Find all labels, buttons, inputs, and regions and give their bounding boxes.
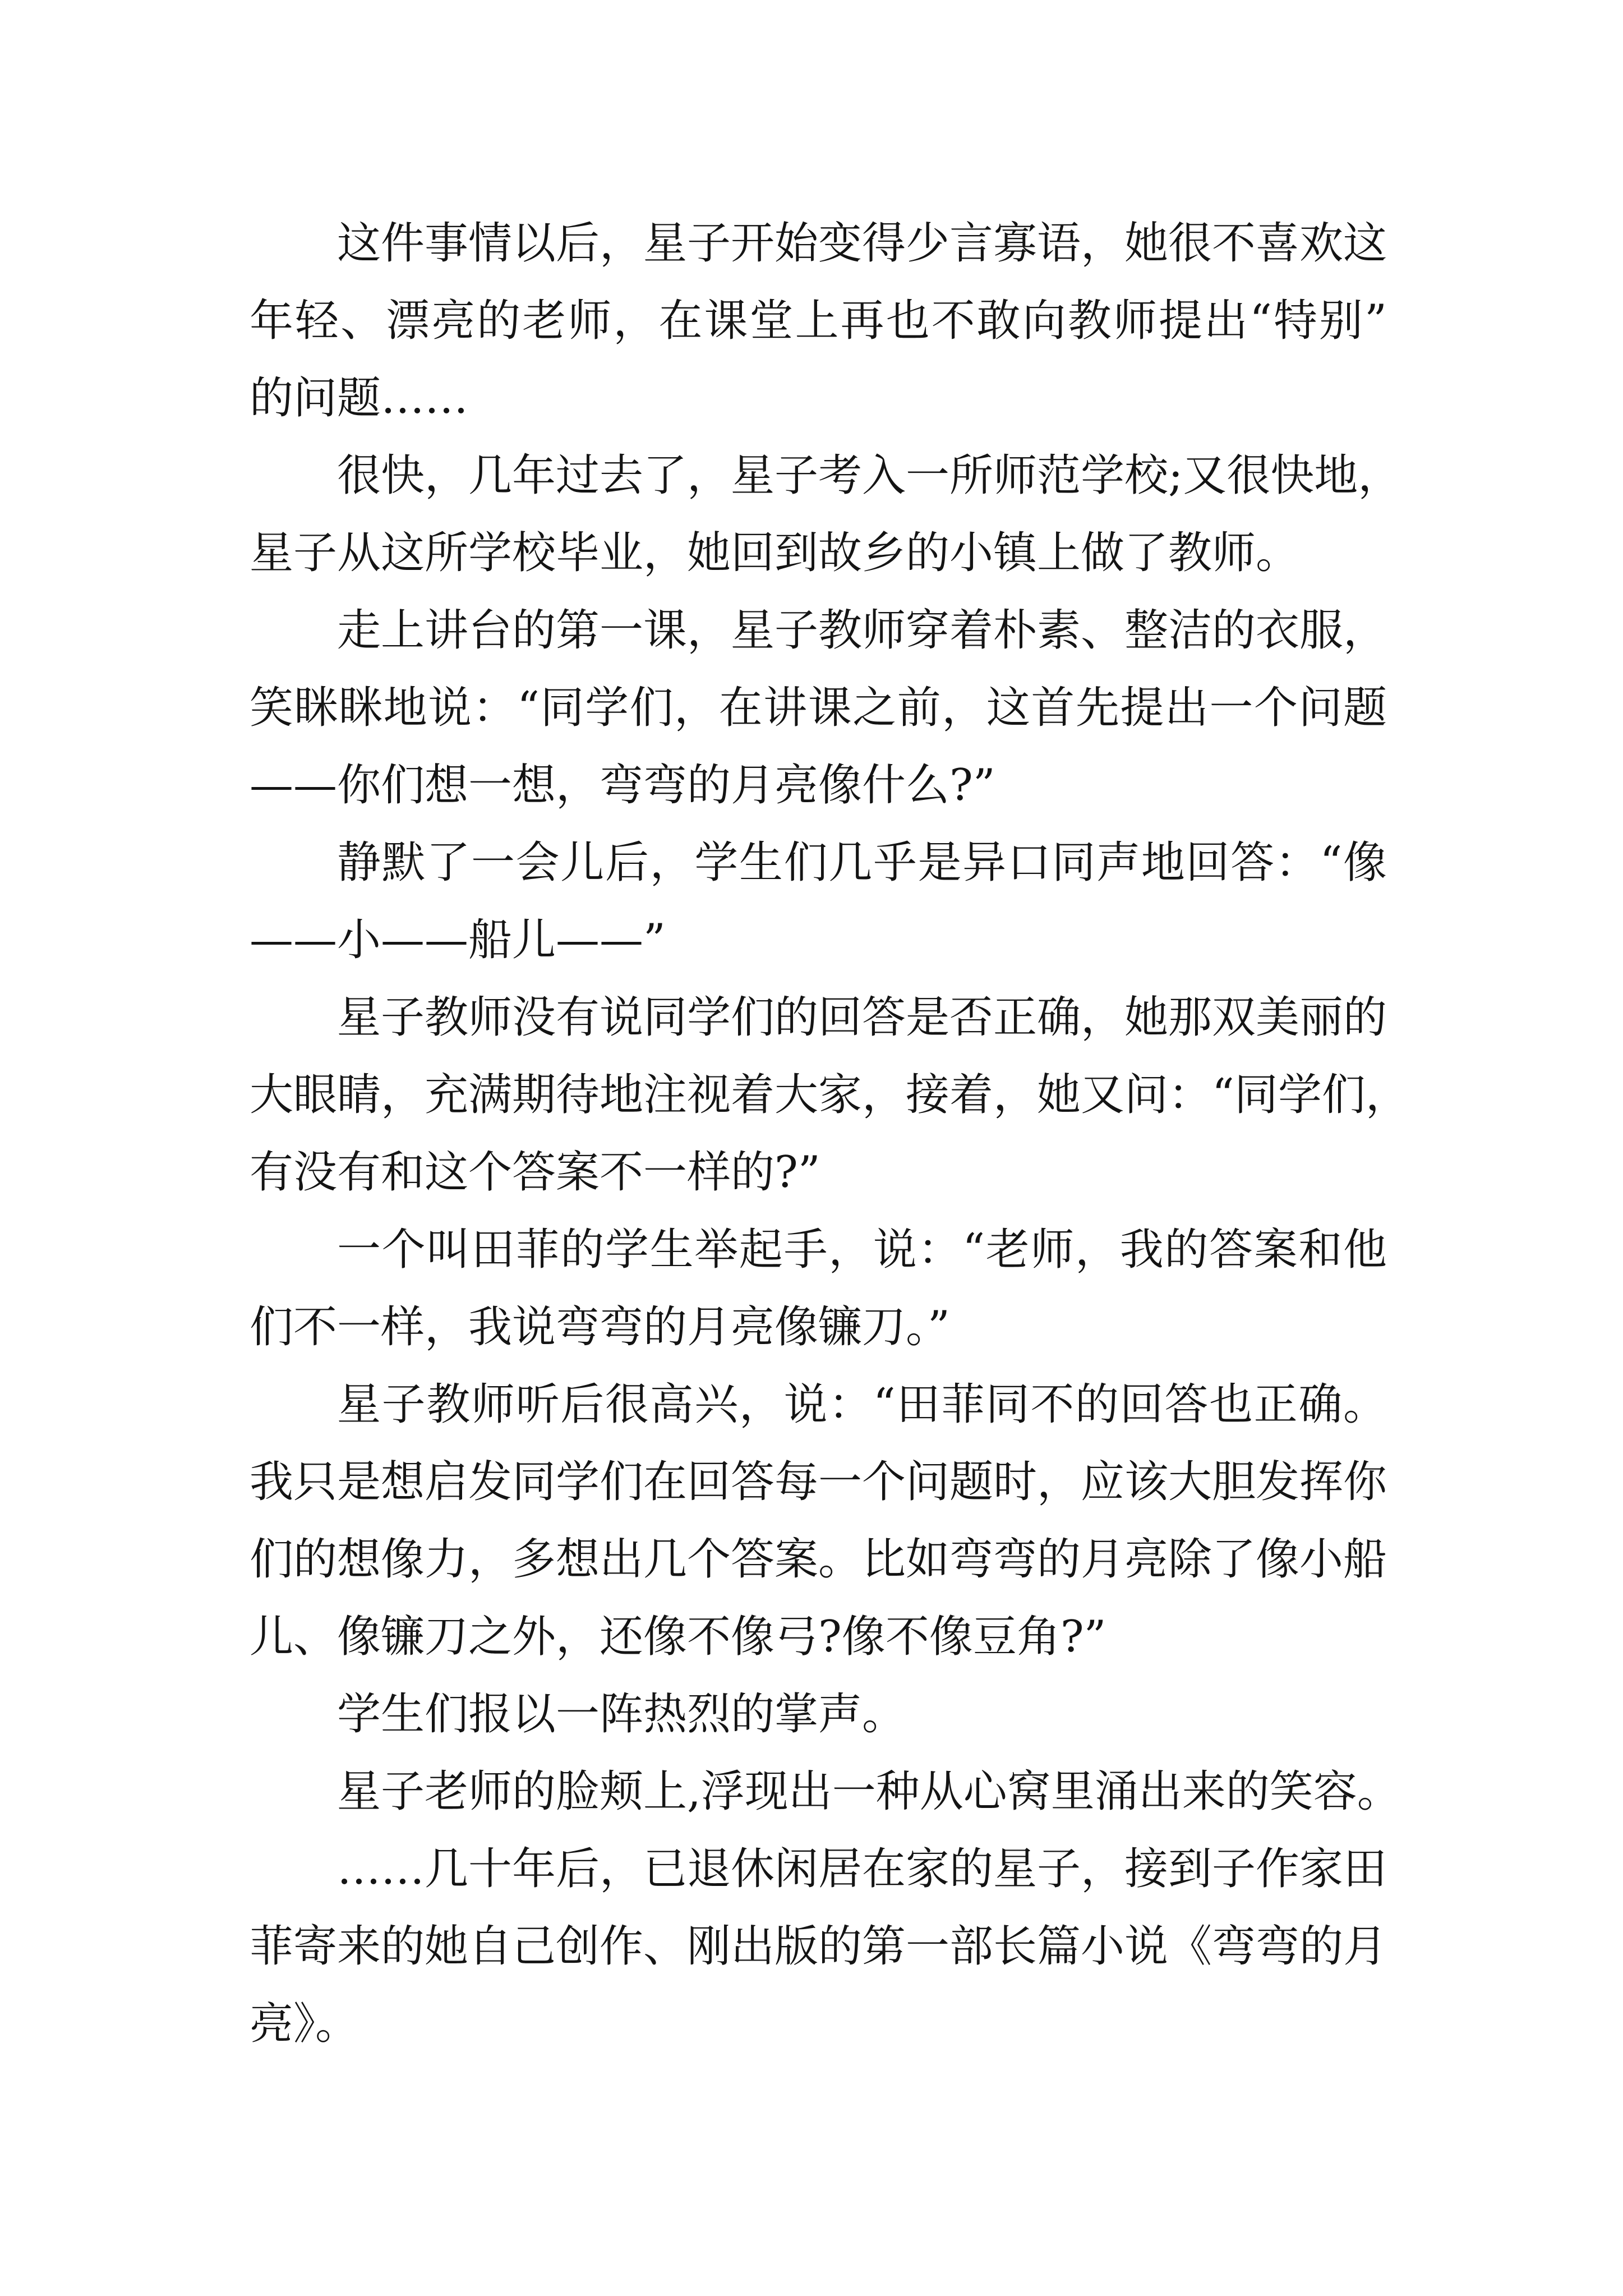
text-line: ——你们想一想，弯弯的月亮像什么?”	[250, 760, 995, 811]
text-line: 星子教师听后很高兴，说：“田菲同不的回答也正确。	[337, 1379, 1387, 1430]
text-line: 我只是想启发同学们在回答每一个问题时，应该大胆发挥你	[250, 1457, 1387, 1507]
text-line: 走上讲台的第一课，星子教师穿着朴素、整洁的衣服，	[337, 605, 1387, 656]
text-line: 一个叫田菲的学生举起手，说：“老师，我的答案和他	[337, 1225, 1387, 1275]
text-line: 星子教师没有说同学们的回答是否正确，她那双美丽的	[337, 992, 1387, 1043]
text-line: 菲寄来的她自己创作、刚出版的第一部长篇小说《弯弯的月	[250, 1921, 1387, 1972]
paragraph	[250, 824, 1387, 979]
text-line: 的问题……	[250, 373, 469, 424]
text-line: 笑眯眯地说：“同学们，在讲课之前，这首先提出一个问题	[250, 683, 1387, 733]
text-line: 星子老师的脸颊上,浮现出一种从心窝里涌出来的笑容。	[337, 1766, 1401, 1817]
paragraph	[250, 205, 1387, 437]
paragraph	[250, 1211, 1387, 1366]
document-page	[250, 205, 1409, 2063]
text-line: ——小——船儿——”	[250, 915, 666, 965]
text-line: 这件事情以后，星子开始变得少言寡语，她很不喜欢这	[337, 218, 1387, 269]
text-line: 星子从这所学校毕业，她回到故乡的小镇上做了教师。	[250, 528, 1300, 578]
paragraph	[250, 979, 1409, 1211]
text-line: 们不一样，我说弯弯的月亮像镰刀。”	[250, 1302, 950, 1352]
text-line: 学生们报以一阵热烈的掌声。	[337, 1689, 906, 1740]
paragraph	[250, 1753, 1401, 1830]
text-line: 有没有和这个答案不一样的?”	[250, 1147, 820, 1198]
text-line: 大眼睛，充满期待地注视着大家，接着，她又问：“同学们，	[250, 1070, 1409, 1120]
paragraph	[250, 437, 1402, 592]
text-line: 很快，几年过去了，星子考入一所师范学校;又很快地，	[337, 450, 1402, 501]
text-line: 们的想像力，多想出几个答案。比如弯弯的月亮除了像小船	[250, 1534, 1387, 1585]
paragraph	[250, 1676, 1387, 1753]
paragraph	[250, 1366, 1387, 1676]
text-line: 年轻、漂亮的老师，在课堂上再也不敢向教师提出“特别”	[250, 296, 1387, 346]
paragraph	[250, 1830, 1387, 2063]
paragraph	[250, 592, 1387, 824]
text-line: ……几十年后，已退休闲居在家的星子，接到子作家田	[337, 1844, 1387, 1894]
text-line: 静默了一会儿后，学生们几乎是异口同声地回答：“像	[337, 838, 1387, 888]
text-line: 亮》。	[250, 1999, 359, 2049]
text-line: 儿、像镰刀之外，还像不像弓?像不像豆角?”	[250, 1612, 1106, 1662]
